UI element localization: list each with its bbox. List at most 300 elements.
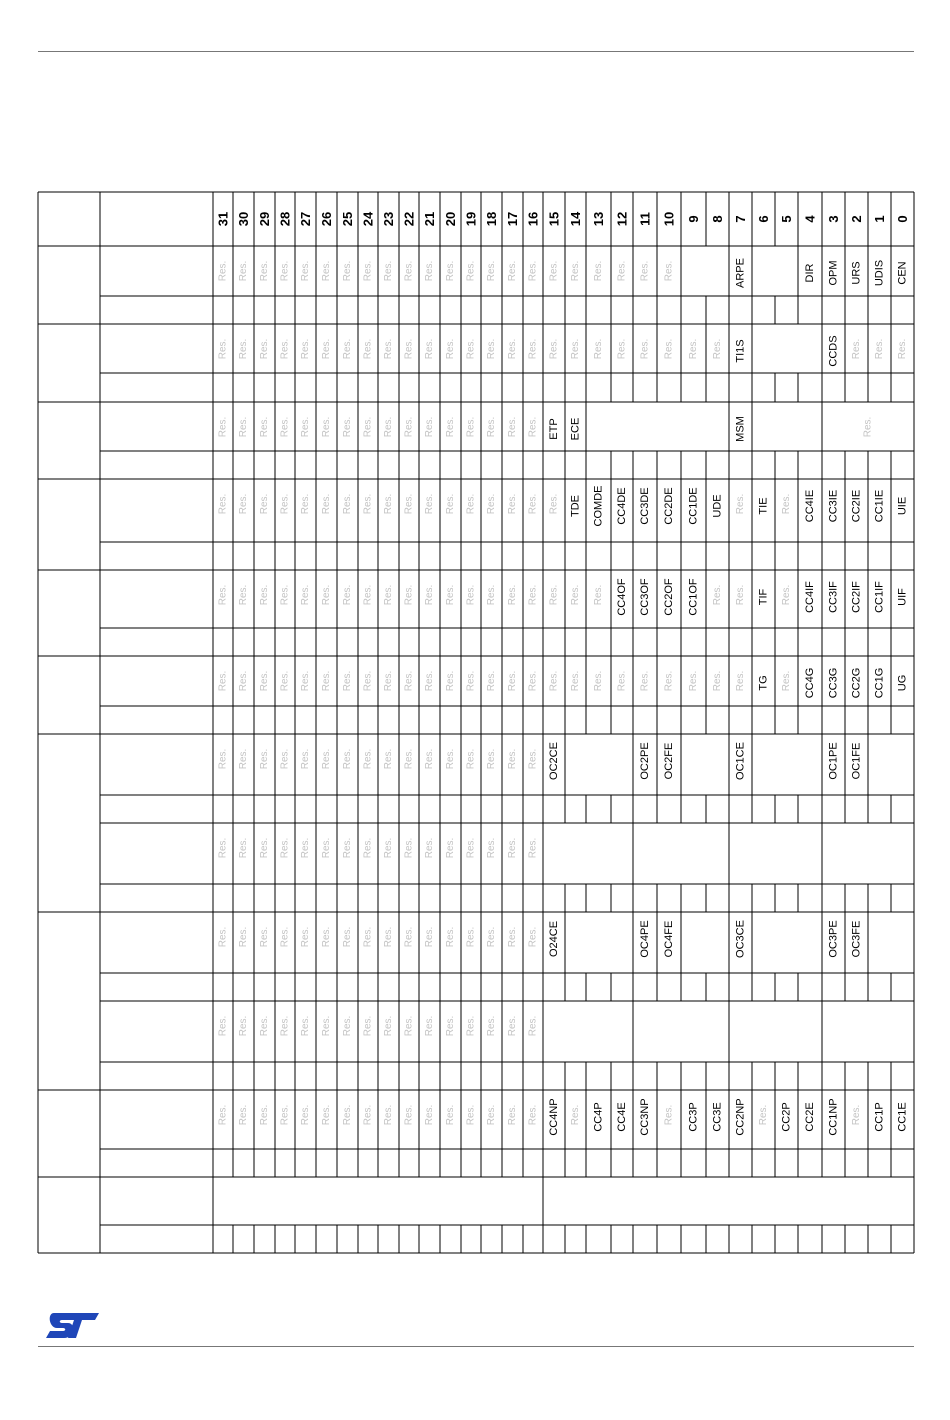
reserved-bit-label: Res. — [342, 493, 353, 515]
reserved-bit-label: Res. — [465, 338, 477, 360]
reserved-bit-label: Res. — [445, 1104, 456, 1126]
field-ccds: CCDS — [827, 335, 840, 367]
reserved-bit-label: Res. — [465, 748, 477, 770]
field-uif: UIF — [896, 588, 909, 606]
st-logo-icon — [44, 1311, 100, 1339]
reserved-bit-label: Res. — [527, 670, 539, 692]
reserved-bit-label: Res. — [362, 338, 374, 360]
reserved-bit-label: Res. — [342, 837, 353, 859]
reserved-bit-label: Res. — [259, 416, 270, 438]
reserved-bit-label: Res. — [548, 260, 560, 282]
reserved-bit-label: Res. — [259, 584, 270, 606]
reserved-bit-label: Res. — [300, 837, 311, 859]
reserved-bit-label: Res. — [403, 338, 415, 360]
reserved-bit-label: Res. — [259, 338, 270, 360]
bit-number-7: 7 — [733, 215, 748, 223]
reserved-bit-label: Res. — [342, 926, 353, 948]
field-uie: UIE — [896, 496, 909, 516]
reserved-bit-label: Res. — [217, 338, 229, 360]
field-oc4fe: OC4FE — [663, 920, 675, 958]
reserved-bit-label: Res. — [217, 493, 229, 515]
reserved-bit-label: Res. — [527, 416, 539, 438]
reserved-bit-label: Res. — [424, 748, 435, 770]
reserved-bit-label: Res. — [362, 1015, 374, 1037]
reserved-bit-label: Res. — [445, 260, 456, 282]
field-cc4g: CC4G — [804, 667, 816, 699]
reserved-bit-label: Res. — [445, 670, 456, 692]
reserved-bit-label: Res. — [362, 670, 374, 692]
reserved-bit-label: Res. — [570, 338, 581, 360]
reserved-bit-label: Res. — [570, 584, 581, 606]
reserved-bit-label: Res. — [465, 1015, 477, 1037]
reserved-bit-label: Res. — [445, 926, 456, 948]
reserved-bit-label: Res. — [424, 338, 435, 360]
reserved-bit-label: Res. — [465, 584, 477, 606]
reserved-bit-label: Res. — [593, 260, 604, 282]
reserved-bit-label: Res. — [486, 338, 497, 360]
reserved-bit-label: Res. — [383, 670, 394, 692]
field-cc4de: CC4DE — [616, 487, 628, 525]
reserved-bit-label: Res. — [342, 260, 353, 282]
reserved-bit-label: Res. — [342, 1015, 353, 1037]
reserved-bit-label: Res. — [238, 493, 249, 515]
reserved-bit-label: Res. — [445, 338, 456, 360]
field-cc1of: CC1OF — [687, 578, 700, 616]
reserved-bit-label: Res. — [507, 1104, 518, 1126]
reserved-bit-label: Res. — [342, 584, 353, 606]
bit-number-8: 8 — [710, 215, 725, 223]
reserved-bit-label: Res. — [688, 670, 699, 692]
reserved-bit-label: Res. — [781, 670, 792, 692]
reserved-bit-label: Res. — [486, 493, 497, 515]
reserved-bit-label: Res. — [527, 837, 539, 859]
reserved-bit-label: Res. — [403, 926, 415, 948]
bit-number-17: 17 — [505, 211, 520, 227]
field-cc4of: CC4OF — [616, 578, 628, 616]
reserved-bit-label: Res. — [507, 584, 518, 606]
reserved-bit-label: Res. — [259, 493, 270, 515]
field-cen: CEN — [896, 261, 909, 285]
reserved-bit-label: Res. — [424, 837, 435, 859]
reserved-bit-label: Res. — [300, 1015, 311, 1037]
reserved-bit-label: Res. — [445, 1015, 456, 1037]
reserved-bit-label: Res. — [383, 338, 394, 360]
reserved-bit-label: Res. — [403, 493, 415, 515]
bit-number-2: 2 — [849, 215, 864, 223]
reserved-bit-label: Res. — [383, 493, 394, 515]
reserved-bit-label: Res. — [383, 926, 394, 948]
field-cc3de: CC3DE — [639, 487, 651, 525]
reserved-bit-label: Res. — [217, 926, 229, 948]
bit-number-13: 13 — [591, 211, 606, 227]
reserved-bit-label: Res. — [616, 260, 628, 282]
bit-number-14: 14 — [568, 211, 583, 227]
reserved-bit-label: Res. — [238, 1015, 249, 1037]
field-cc4e: CC4E — [616, 1102, 628, 1132]
reserved-bit-label: Res. — [321, 260, 332, 282]
reserved-bit-label: Res. — [321, 926, 332, 948]
reserved-bit-label: Res. — [616, 670, 628, 692]
reserved-bit-label: Res. — [279, 670, 291, 692]
reserved-bit-label: Res. — [424, 260, 435, 282]
bit-number-3: 3 — [826, 215, 841, 223]
reserved-bit-label: Res. — [639, 338, 651, 360]
reserved-bit-label: Res. — [259, 748, 270, 770]
reserved-bit-label: Res. — [259, 670, 270, 692]
field-etp: ETP — [548, 418, 560, 440]
reserved-bit-label: Res. — [688, 338, 699, 360]
field-cc3e: CC3E — [711, 1102, 724, 1132]
reserved-bit-label: Res. — [507, 926, 518, 948]
reserved-bit-label: Res. — [279, 416, 291, 438]
field-oc3ce: OC3CE — [734, 920, 747, 958]
reserved-bit-label: Res. — [279, 338, 291, 360]
reserved-bit-label: Res. — [851, 1104, 862, 1126]
reserved-bit-label: Res. — [548, 493, 560, 515]
bit-number-16: 16 — [525, 211, 541, 227]
reserved-bit-label: Res. — [548, 670, 560, 692]
bit-number-22: 22 — [401, 211, 417, 227]
field-oc4pe: OC4PE — [639, 920, 651, 958]
reserved-bit-label: Res. — [279, 748, 291, 770]
reserved-bit-label: Res. — [424, 416, 435, 438]
reserved-bit-label: Res. — [712, 670, 723, 692]
reserved-bit-label: Res. — [383, 837, 394, 859]
reserved-bit-label: Res. — [527, 748, 539, 770]
reserved-bit-label: Res. — [424, 926, 435, 948]
reserved-bit-label: Res. — [465, 1104, 477, 1126]
reserved-bit-label: Res. — [593, 584, 604, 606]
reserved-bit-label: Res. — [486, 670, 497, 692]
reserved-bit-label: Res. — [593, 338, 604, 360]
bit-number-15: 15 — [546, 211, 562, 227]
reserved-bit-label: Res. — [527, 584, 539, 606]
bit-number-4: 4 — [802, 215, 818, 223]
reserved-bit-label: Res. — [217, 748, 229, 770]
field-msm: MSM — [734, 416, 747, 442]
reserved-bit-label: Res. — [570, 1104, 581, 1126]
reserved-bit-label: Res. — [570, 670, 581, 692]
reserved-bit-label: Res. — [616, 338, 628, 360]
reserved-bit-label: Res. — [342, 748, 353, 770]
reserved-bit-label: Res. — [663, 260, 675, 282]
reserved-bit-label: Res. — [403, 837, 415, 859]
bit-number-6: 6 — [756, 215, 771, 223]
reserved-bit-label: Res. — [548, 338, 560, 360]
reserved-bit-label: Res. — [712, 584, 723, 606]
reserved-bit-label: Res. — [217, 837, 229, 859]
reserved-bit-label: Res. — [862, 416, 874, 438]
field-cc2g: CC2G — [850, 667, 863, 699]
reserved-bit-label: Res. — [383, 1015, 394, 1037]
reserved-bit-label: Res. — [735, 670, 746, 692]
reserved-bit-label: Res. — [238, 1104, 249, 1126]
field-cc3of: CC3OF — [639, 578, 651, 616]
field-cc1ie: CC1IE — [873, 489, 886, 523]
field-cc2if: CC2IF — [850, 581, 863, 613]
reserved-bit-label: Res. — [851, 338, 862, 360]
field-cc4p: CC4P — [592, 1102, 605, 1132]
field-oc1fe: OC1FE — [850, 742, 863, 780]
reserved-bit-label: Res. — [300, 670, 311, 692]
reserved-bit-label: Res. — [279, 926, 291, 948]
reserved-bit-label: Res. — [465, 493, 477, 515]
reserved-bit-label: Res. — [486, 416, 497, 438]
reserved-bit-label: Res. — [238, 926, 249, 948]
reserved-bit-label: Res. — [342, 670, 353, 692]
reserved-bit-label: Res. — [279, 584, 291, 606]
reserved-bit-label: Res. — [424, 1104, 435, 1126]
bit-number-30: 30 — [236, 211, 251, 227]
reserved-bit-label: Res. — [486, 584, 497, 606]
footer-rule — [38, 1346, 914, 1347]
reserved-bit-label: Res. — [527, 493, 539, 515]
field-cc1g: CC1G — [873, 667, 886, 699]
reserved-bit-label: Res. — [362, 1104, 374, 1126]
reserved-bit-label: Res. — [527, 926, 539, 948]
field-udis: UDIS — [873, 259, 886, 287]
field-ece: ECE — [569, 417, 582, 441]
reserved-bit-label: Res. — [527, 1015, 539, 1037]
reserved-bit-label: Res. — [735, 584, 746, 606]
reserved-bit-label: Res. — [321, 584, 332, 606]
reserved-bit-label: Res. — [527, 260, 539, 282]
reserved-bit-label: Res. — [897, 338, 908, 360]
field-cc4np: CC4NP — [548, 1098, 560, 1136]
reserved-bit-label: Res. — [507, 260, 518, 282]
reserved-bit-label: Res. — [321, 837, 332, 859]
reserved-bit-label: Res. — [238, 748, 249, 770]
reserved-bit-label: Res. — [781, 584, 792, 606]
reserved-bit-label: Res. — [362, 584, 374, 606]
reserved-bit-label: Res. — [486, 926, 497, 948]
reserved-bit-label: Res. — [383, 416, 394, 438]
field-cc2of: CC2OF — [663, 578, 675, 616]
field-cc3g: CC3G — [827, 667, 840, 699]
reserved-bit-label: Res. — [217, 1015, 229, 1037]
reserved-bit-label: Res. — [362, 493, 374, 515]
reserved-bit-label: Res. — [445, 416, 456, 438]
reserved-bit-label: Res. — [465, 837, 477, 859]
field-oc1pe: OC1PE — [827, 742, 840, 780]
bit-number-1: 1 — [872, 215, 887, 223]
field-ti1s: TI1S — [734, 339, 747, 363]
reserved-bit-label: Res. — [217, 584, 229, 606]
reserved-bit-label: Res. — [712, 338, 723, 360]
reserved-bit-label: Res. — [342, 416, 353, 438]
bit-number-24: 24 — [360, 211, 376, 227]
reserved-bit-label: Res. — [321, 748, 332, 770]
reserved-bit-label: Res. — [424, 670, 435, 692]
reserved-bit-label: Res. — [259, 837, 270, 859]
field-tde: TDE — [569, 495, 582, 517]
reserved-bit-label: Res. — [279, 260, 291, 282]
bit-number-10: 10 — [661, 211, 677, 227]
reserved-bit-label: Res. — [300, 1104, 311, 1126]
field-oc2ce: OC2CE — [548, 742, 560, 780]
reserved-bit-label: Res. — [486, 1015, 497, 1037]
field-oc1ce: OC1CE — [734, 742, 747, 780]
reserved-bit-label: Res. — [217, 416, 229, 438]
reserved-bit-label: Res. — [548, 584, 560, 606]
field-urs: URS — [850, 261, 863, 285]
reserved-bit-label: Res. — [465, 260, 477, 282]
bit-number-19: 19 — [463, 211, 479, 227]
reserved-bit-label: Res. — [593, 670, 604, 692]
reserved-bit-label: Res. — [445, 584, 456, 606]
reserved-bit-label: Res. — [321, 338, 332, 360]
bit-number-0: 0 — [895, 215, 910, 223]
reserved-bit-label: Res. — [663, 1104, 675, 1126]
bit-number-23: 23 — [381, 211, 396, 227]
reserved-bit-label: Res. — [321, 416, 332, 438]
field-tie: TIE — [757, 497, 770, 515]
reserved-bit-label: Res. — [403, 748, 415, 770]
field-tg: TG — [757, 675, 770, 691]
reserved-bit-label: Res. — [465, 926, 477, 948]
bit-number-9: 9 — [686, 215, 701, 223]
field-oc3fe: OC3FE — [850, 920, 863, 958]
reserved-bit-label: Res. — [321, 1104, 332, 1126]
bit-number-26: 26 — [319, 211, 334, 227]
reserved-bit-label: Res. — [403, 584, 415, 606]
reserved-bit-label: Res. — [735, 493, 746, 515]
bit-number-11: 11 — [637, 212, 653, 226]
reserved-bit-label: Res. — [403, 416, 415, 438]
reserved-bit-label: Res. — [362, 748, 374, 770]
bit-number-29: 29 — [257, 211, 272, 227]
reserved-bit-label: Res. — [259, 926, 270, 948]
reserved-bit-label: Res. — [217, 260, 229, 282]
reserved-bit-label: Res. — [507, 670, 518, 692]
reserved-bit-label: Res. — [445, 493, 456, 515]
field-cc3ie: CC3IE — [827, 489, 840, 523]
reserved-bit-label: Res. — [321, 670, 332, 692]
reserved-bit-label: Res. — [874, 338, 885, 360]
reserved-bit-label: Res. — [403, 1015, 415, 1037]
bit-number-28: 28 — [277, 211, 293, 227]
reserved-bit-label: Res. — [238, 338, 249, 360]
reserved-bit-label: Res. — [321, 493, 332, 515]
reserved-bit-label: Res. — [507, 338, 518, 360]
reserved-bit-label: Res. — [300, 260, 311, 282]
reserved-bit-label: Res. — [527, 1104, 539, 1126]
reserved-bit-label: Res. — [486, 748, 497, 770]
reserved-bit-label: Res. — [570, 260, 581, 282]
field-tif: TIF — [757, 588, 770, 606]
field-oc2pe: OC2PE — [639, 742, 651, 780]
field-opm: OPM — [827, 260, 840, 286]
reserved-bit-label: Res. — [300, 748, 311, 770]
reserved-bit-label: Res. — [259, 1015, 270, 1037]
reserved-bit-label: Res. — [342, 1104, 353, 1126]
reserved-bit-label: Res. — [445, 837, 456, 859]
reserved-bit-label: Res. — [217, 670, 229, 692]
reserved-bit-label: Res. — [300, 584, 311, 606]
bit-number-25: 25 — [340, 211, 355, 227]
reserved-bit-label: Res. — [403, 260, 415, 282]
reserved-bit-label: Res. — [507, 416, 518, 438]
reserved-bit-label: Res. — [300, 416, 311, 438]
field-cc3np: CC3NP — [639, 1098, 651, 1136]
reserved-bit-label: Res. — [279, 1104, 291, 1126]
reserved-bit-label: Res. — [238, 260, 249, 282]
field-o24ce: O24CE — [548, 920, 560, 958]
reserved-bit-label: Res. — [758, 1104, 769, 1126]
reserved-bit-label: Res. — [362, 926, 374, 948]
field-cc2de: CC2DE — [663, 487, 675, 525]
field-cc2e: CC2E — [804, 1102, 816, 1132]
reserved-bit-label: Res. — [639, 260, 651, 282]
reserved-bit-label: Res. — [279, 1015, 291, 1037]
field-cc2ie: CC2IE — [850, 489, 863, 523]
reserved-bit-label: Res. — [507, 837, 518, 859]
field-cc3p: CC3P — [687, 1102, 700, 1132]
field-cc1p: CC1P — [873, 1102, 886, 1132]
reserved-bit-label: Res. — [259, 1104, 270, 1126]
reserved-bit-label: Res. — [507, 1015, 518, 1037]
reserved-bit-label: Res. — [507, 748, 518, 770]
reserved-bit-label: Res. — [362, 416, 374, 438]
reserved-bit-label: Res. — [238, 837, 249, 859]
bit-number-31: 31 — [215, 211, 231, 227]
reserved-bit-label: Res. — [465, 416, 477, 438]
field-cc2np: CC2NP — [734, 1098, 747, 1136]
field-ude: UDE — [711, 494, 724, 518]
bit-number-5: 5 — [779, 215, 794, 223]
reserved-bit-label: Res. — [362, 837, 374, 859]
reserved-bit-label: Res. — [238, 584, 249, 606]
field-dir: DIR — [804, 263, 816, 283]
reserved-bit-label: Res. — [403, 1104, 415, 1126]
field-cc1if: CC1IF — [873, 581, 886, 613]
reserved-bit-label: Res. — [238, 670, 249, 692]
reserved-bit-label: Res. — [424, 493, 435, 515]
reserved-bit-label: Res. — [383, 584, 394, 606]
reserved-bit-label: Res. — [663, 670, 675, 692]
field-arpe: ARPE — [734, 258, 747, 288]
reserved-bit-label: Res. — [362, 260, 374, 282]
reserved-bit-label: Res. — [342, 338, 353, 360]
reserved-bit-label: Res. — [383, 748, 394, 770]
field-oc3pe: OC3PE — [827, 920, 840, 958]
field-cc1de: CC1DE — [687, 487, 700, 525]
reserved-bit-label: Res. — [238, 416, 249, 438]
field-ug: UG — [896, 674, 909, 692]
bit-number-18: 18 — [484, 211, 499, 227]
field-cc4if: CC4IF — [804, 581, 816, 613]
reserved-bit-label: Res. — [465, 670, 477, 692]
reserved-bit-label: Res. — [259, 260, 270, 282]
reserved-bit-label: Res. — [527, 338, 539, 360]
reserved-bit-label: Res. — [279, 837, 291, 859]
field-cc3if: CC3IF — [827, 581, 840, 613]
reserved-bit-label: Res. — [300, 926, 311, 948]
reserved-bit-label: Res. — [300, 338, 311, 360]
reserved-bit-label: Res. — [383, 1104, 394, 1126]
reserved-bit-label: Res. — [383, 260, 394, 282]
reserved-bit-label: Res. — [507, 493, 518, 515]
reserved-bit-label: Res. — [639, 670, 651, 692]
reserved-bit-label: Res. — [424, 1015, 435, 1037]
bit-number-21: 21 — [422, 211, 437, 227]
reserved-bit-label: Res. — [217, 1104, 229, 1126]
reserved-bit-label: Res. — [781, 493, 792, 515]
reserved-bit-label: Res. — [663, 338, 675, 360]
reserved-bit-label: Res. — [445, 748, 456, 770]
reserved-bit-label: Res. — [486, 260, 497, 282]
reserved-bit-label: Res. — [486, 1104, 497, 1126]
